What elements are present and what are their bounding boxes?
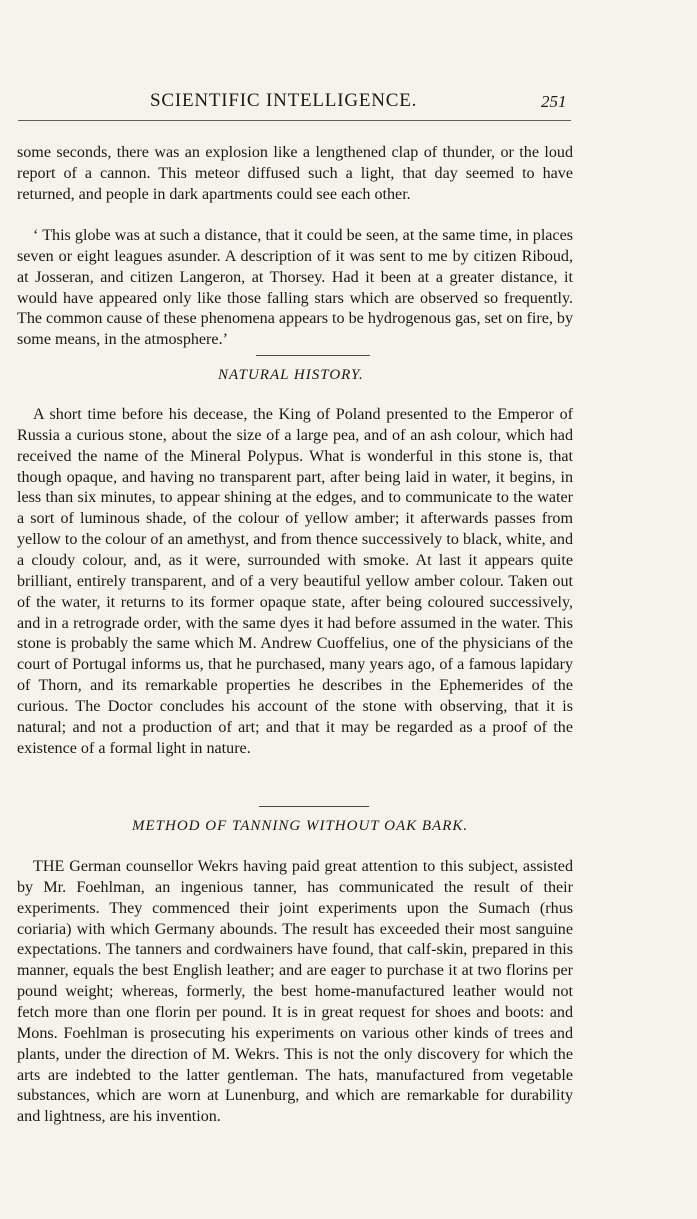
natural-history-heading: NATURAL HISTORY.	[218, 367, 364, 383]
header-rule	[18, 120, 571, 121]
running-title: SCIENTIFIC INTELLIGENCE.	[150, 90, 418, 111]
page-number: 251	[541, 92, 567, 111]
section-divider-natural-history	[256, 355, 370, 356]
opening-paragraph-2: ‘ This globe was at such a distance, that it could be seen, at the same time, in places seven or eight leagues asunder. A description of it was sent to me by citizen Riboud, at Josseran, and citizen Langeron, at Thorsey. Had it been at a greater distance, it would have appeared only like those falling stars which are observed so frequently. The common cause of these phenomena appears to be hydrogenous gas, set on fire, by some means, in the atmosphere.’	[17, 227, 573, 349]
section-divider-tanning	[259, 806, 369, 807]
tanning-heading: METHOD OF TANNING WITHOUT OAK BARK.	[132, 818, 469, 834]
opening-paragraph-1: some seconds, there was an explosion like a lengthened clap of thunder, or the loud report of a cannon. This meteor diffused such a light, that day seemed to have returned, and people in dark apartments could see each other.	[17, 144, 573, 203]
running-head	[0, 0, 697, 120]
natural-history-paragraph: A short time before his decease, the King of Poland presented to the Emperor of Russia a curious stone, about the size of a large pea, and of an ash colour, which had received the name of the Mineral Polypus. What is wonderful in this stone is, that though opaque, and having no transparent part, after being laid in water, it begins, in less than six minutes, to appear shining at the edges, and to communicate to the water a sort of luminous shade, of the colour of yellow amber; it afterwards passes from yellow to the colour of an amethyst, and from thence successively to black, white, and a cloudy colour, and, as it were, surrounded with smoke. At last it appears quite brilliant, entirely transparent, and of a very beautiful yellow amber colour. Taken out of the water, it returns to its former opaque state, after being coloured successively, and in a retrograde order, with the same dyes it had before assumed in the water. This stone is probably the same which M. Andrew Cuoffelius, one of the physicians of the court of Portugal informs us, that he purchased, many years ago, of a famous lapidary of Thorn, and its remarkable properties he describes in the Ephemerides of the curious. The Doctor concludes his account of the stone with observing, that it is natural; and not a production of art; and that it may be regarded as a proof of the existence of a formal light in nature.	[17, 406, 573, 757]
tanning-paragraph: THE German counsellor Wekrs having paid great attention to this subject, assisted by Mr. Foehlman, an ingenious tanner, has communicated the result of their experiments. They commenced their joint experiments upon the Sumach (rhus coriaria) with which Germany abounds. The result has exceeded their most sanguine expectations. The tanners and cordwainers have found, that calf-skin, prepared in this manner, equals the best English leather; and are eager to purchase it at two florins per pound weight; whereas, formerly, the best home-manufactured leather would not fetch more than one florin per pound. It is in great request for shoes and boots: and Mons. Foehlman is prosecuting his experiments on various other kinds of trees and plants, under the direction of M. Wekrs. This is not the only discovery for which the arts are indebted to the latter gentleman. The hats, manufactured from vegetable substances, which are worn at Lunenburg, and which are remarkable for durability and lightness, are his invention.	[17, 858, 573, 1126]
